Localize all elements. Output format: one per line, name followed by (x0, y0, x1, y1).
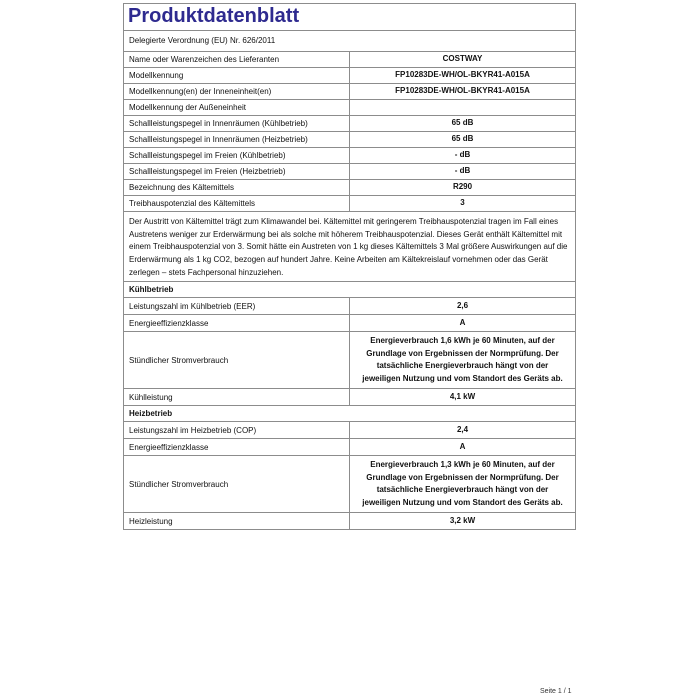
row-label: Heizleistung (124, 513, 350, 529)
row-value: COSTWAY (442, 54, 483, 64)
row-value: FP10283DE-WH/OL-BKYR41-A015A (395, 70, 530, 80)
regulation-subtitle: Delegierte Verordnung (EU) Nr. 626/2011 (124, 31, 575, 52)
row-label: Kühlleistung (124, 389, 350, 405)
product-data-sheet (123, 3, 576, 530)
row-label: Stündlicher Stromverbrauch (124, 332, 350, 388)
row-label: Stündlicher Stromverbrauch (124, 456, 350, 512)
row-label: Energieeffizienzklasse (124, 315, 350, 331)
table-row (124, 180, 575, 196)
table-row (124, 148, 575, 164)
table-row (124, 389, 575, 406)
row-value: 2,6 (456, 300, 469, 310)
row-value: 65 dB (451, 118, 474, 128)
row-label: Modellkennung (124, 68, 350, 83)
page-title: Produktdatenblatt (124, 4, 575, 31)
heating-heading: Heizbetrieb (124, 406, 575, 422)
table-row (124, 132, 575, 148)
table-row (124, 456, 575, 513)
row-value: R290 (452, 182, 473, 192)
row-label: Leistungszahl im Heizbetrieb (COP) (124, 422, 350, 438)
row-label: Leistungszahl im Kühlbetrieb (EER) (124, 298, 350, 314)
row-label: Schallleistungspegel im Freien (Heizbetrieb) (124, 164, 350, 179)
page-number: Seite 1 / 1 (540, 688, 572, 695)
row-label: Energieeffizienzklasse (124, 439, 350, 455)
table-row (124, 315, 575, 332)
row-label: Treibhauspotenzial des Kältemittels (124, 196, 350, 211)
row-value: 4,1 kW (449, 391, 476, 401)
row-label: Modellkennung(en) der Inneneinheit(en) (124, 84, 350, 99)
row-value: Energieverbrauch 1,6 kWh je 60 Minuten, auf der Grundlage von Ergebnissen der Normprüfung. Der tatsächliche Energieverbrauch hängt von der jeweiligen Nutzung und vom Standort des Geräts ab. (362, 336, 563, 383)
row-label: Modellkennung der Außeneinheit (124, 100, 350, 115)
table-row (124, 116, 575, 132)
row-label: Schallleistungspegel in Innenräumen (Heizbetrieb) (124, 132, 350, 147)
table-row (124, 196, 575, 212)
refrigerant-note: Der Austritt von Kältemittel trägt zum Klimawandel bei. Kältemittel mit geringerem Treibhauspotenzial tragen im Fall eines Austretens weniger zur Erderwärmung bei als solche mit höherem Treibhauspotenzial. Dieses Gerät enthält Kältemittel mit einem Treibhauspotenzial von 3. Somit hätte ein Austreten von 1 kg dieses Kältemittels 3 Mal größere Auswirkungen auf die Erderwärmung als 1 kg CO2, bezogen auf hundert Jahre. Keine Arbeiten am Kältekreislauf vornehmen oder das Gerät zerlegen – stets Fachpersonal hinzuziehen. (124, 212, 575, 282)
row-value: 3 (460, 198, 465, 208)
row-label: Schallleistungspegel in Innenräumen (Kühlbetrieb) (124, 116, 350, 131)
row-label: Name oder Warenzeichen des Lieferanten (124, 52, 350, 67)
row-value: A (459, 441, 466, 451)
table-row (124, 100, 575, 116)
table-row (124, 84, 575, 100)
row-label: Bezeichnung des Kältemittels (124, 180, 350, 195)
table-row (124, 52, 575, 68)
table-row (124, 439, 575, 456)
table-row (124, 422, 575, 439)
row-label: Schallleistungspegel im Freien (Kühlbetrieb) (124, 148, 350, 163)
table-row (124, 68, 575, 84)
table-row (124, 513, 575, 529)
row-value: 65 dB (451, 134, 474, 144)
table-row (124, 332, 575, 389)
row-value: - dB (454, 150, 471, 160)
table-row (124, 164, 575, 180)
row-value: A (459, 317, 466, 327)
row-value: FP10283DE-WH/OL-BKYR41-A015A (395, 86, 530, 96)
row-value (350, 100, 575, 115)
cooling-heading: Kühlbetrieb (124, 282, 575, 298)
table-row (124, 298, 575, 315)
row-value: - dB (454, 166, 471, 176)
row-value: 3,2 kW (449, 515, 476, 525)
row-value: 2,4 (456, 424, 469, 434)
row-value: Energieverbrauch 1,3 kWh je 60 Minuten, auf der Grundlage von Ergebnissen der Normprüfung. Der tatsächliche Energieverbrauch hängt von der jeweiligen Nutzung und vom Standort des Geräts ab. (362, 460, 563, 507)
